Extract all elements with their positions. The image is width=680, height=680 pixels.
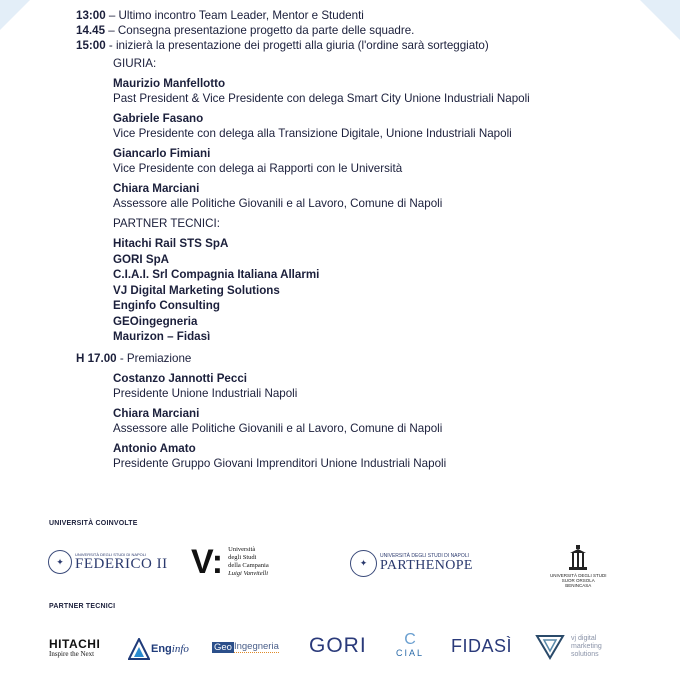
person-role: Vice Presidente con delega alla Transizione Digitale, Unione Industriali Napoli bbox=[113, 127, 512, 140]
logo-text: CIAL bbox=[396, 648, 425, 658]
person-role: Assessore alle Politiche Giovanili e al Lavoro, Comune di Napoli bbox=[113, 197, 443, 210]
tech-partners-label: PARTNER TECNICI: bbox=[113, 217, 220, 230]
award-person bbox=[113, 406, 636, 436]
list-item: GEOingegneria bbox=[113, 314, 198, 328]
person-role: Presidente Gruppo Giovani Imprenditori Unione Industriali Napoli bbox=[113, 456, 447, 470]
person-role: Vice Presidente con delega ai Rapporti con le Università bbox=[113, 162, 403, 175]
list-item: C.I.A.I. Srl Compagnia Italiana Allarmi bbox=[113, 268, 320, 281]
schedule-item bbox=[76, 23, 636, 38]
person-name: Giancarlo Fimiani bbox=[113, 147, 211, 160]
award-person bbox=[113, 371, 636, 401]
logo-text: PARTHENOPE bbox=[380, 558, 473, 573]
logo-text: GORI bbox=[309, 634, 367, 657]
agenda bbox=[76, 8, 636, 471]
logo-text: UNIVERSITÀ DEGLI STUDI bbox=[550, 573, 607, 578]
award-person bbox=[113, 441, 636, 471]
schedule-time: 13:00 bbox=[76, 9, 106, 22]
person-role: Presidente Unione Industriali Napoli bbox=[113, 386, 298, 400]
schedule-item bbox=[76, 38, 636, 53]
logo-text: UNIVERSITÀ DEGLI STUDI DI NAPOLI bbox=[380, 553, 469, 559]
schedule-text: – Ultimo incontro Team Leader, Mentor e Studenti bbox=[105, 9, 364, 22]
award-schedule-item bbox=[76, 351, 636, 366]
cial-c-icon: C bbox=[404, 631, 416, 648]
logo-text: Ingegneria bbox=[233, 641, 279, 652]
person-name: Antonio Amato bbox=[113, 441, 196, 455]
person-name: Chiara Marciani bbox=[113, 182, 200, 195]
vj-triangle-icon bbox=[535, 634, 565, 660]
logo-text: della Campania bbox=[228, 562, 269, 569]
schedule-text: - Premiazione bbox=[116, 351, 192, 365]
person-role: Assessore alle Politiche Giovanili e al Lavoro, Comune di Napoli bbox=[113, 421, 443, 435]
logo-text: HITACHI bbox=[49, 637, 101, 651]
logo-text: Università bbox=[228, 546, 256, 553]
logo-text: marketing bbox=[571, 643, 602, 650]
corner-decoration-left bbox=[0, 0, 30, 30]
federico-seal-icon: ✦ bbox=[48, 550, 72, 574]
list-item: Maurizon – Fidasì bbox=[113, 330, 211, 343]
list-item: Hitachi Rail STS SpA bbox=[113, 237, 229, 250]
jury-label: GIURIA: bbox=[113, 57, 157, 70]
logo-text: solutions bbox=[571, 651, 599, 658]
federico-ii-logo bbox=[48, 550, 168, 574]
schedule-text: - inizierà la presentazione dei progetti alla giuria (l'ordine sarà sorteggiato) bbox=[105, 39, 489, 52]
logo-text: info bbox=[171, 643, 189, 655]
logo-text: FEDERICO II bbox=[75, 555, 168, 572]
corner-decoration-right bbox=[640, 0, 680, 40]
tech-partners-list bbox=[113, 236, 636, 345]
jury-member bbox=[113, 111, 636, 141]
logo-text: degli Studi bbox=[228, 554, 257, 561]
schedule-time: 14.45 bbox=[76, 24, 106, 37]
logo-text: BENINCASA bbox=[565, 583, 592, 588]
jury-member bbox=[113, 76, 636, 106]
universities-label: UNIVERSITÀ COINVOLTE bbox=[49, 520, 138, 527]
logo-text: UNIVERSITÀ DEGLI STUDI DI NAPOLI bbox=[75, 551, 147, 557]
logo-text: Eng bbox=[151, 643, 172, 655]
logo-text: vj digital bbox=[571, 635, 597, 642]
suor-orsola-logo bbox=[550, 543, 607, 588]
person-role: Past President & Vice Presidente con delega Smart City Unione Industriali Napoli bbox=[113, 92, 530, 105]
gori-logo bbox=[309, 634, 367, 658]
person-name: Costanzo Jannotti Pecci bbox=[113, 371, 247, 385]
vj-logo bbox=[535, 634, 602, 660]
hitachi-logo bbox=[49, 638, 100, 658]
list-item: VJ Digital Marketing Solutions bbox=[113, 283, 280, 297]
person-name: Chiara Marciani bbox=[113, 406, 200, 420]
person-name: Maurizio Manfellotto bbox=[113, 77, 226, 90]
parthenope-logo bbox=[350, 550, 473, 577]
fidasi-logo bbox=[451, 636, 512, 657]
parthenope-seal-icon: ✦ bbox=[350, 550, 377, 577]
logo-text: Luigi Vanvitelli bbox=[228, 570, 269, 577]
vanvitelli-v-icon: V: bbox=[191, 543, 224, 581]
enginfo-triangle-icon bbox=[128, 638, 150, 660]
enginfo-logo bbox=[128, 638, 189, 660]
logo-text: Geo bbox=[214, 641, 232, 653]
geoingegneria-logo bbox=[212, 641, 279, 653]
person-name: Gabriele Fasano bbox=[113, 112, 204, 125]
cial-logo bbox=[396, 632, 424, 658]
partners-logos-label: PARTNER TECNICI bbox=[49, 603, 116, 610]
suor-orsola-emblem-icon bbox=[567, 543, 589, 573]
logo-text: FIDASÌ bbox=[451, 636, 513, 656]
schedule-time: 15:00 bbox=[76, 39, 106, 52]
schedule-item bbox=[76, 8, 636, 23]
schedule-text: – Consegna presentazione progetto da parte delle squadre. bbox=[105, 24, 415, 37]
jury-member bbox=[113, 146, 636, 176]
list-item: Enginfo Consulting bbox=[113, 299, 220, 312]
jury-member bbox=[113, 181, 636, 211]
logo-text: SUOR ORSOLA bbox=[561, 578, 595, 583]
schedule-time: H 17.00 bbox=[76, 351, 117, 365]
vanvitelli-logo bbox=[191, 545, 269, 579]
logo-text: Inspire the Next bbox=[49, 650, 95, 658]
list-item: GORI SpA bbox=[113, 252, 170, 266]
